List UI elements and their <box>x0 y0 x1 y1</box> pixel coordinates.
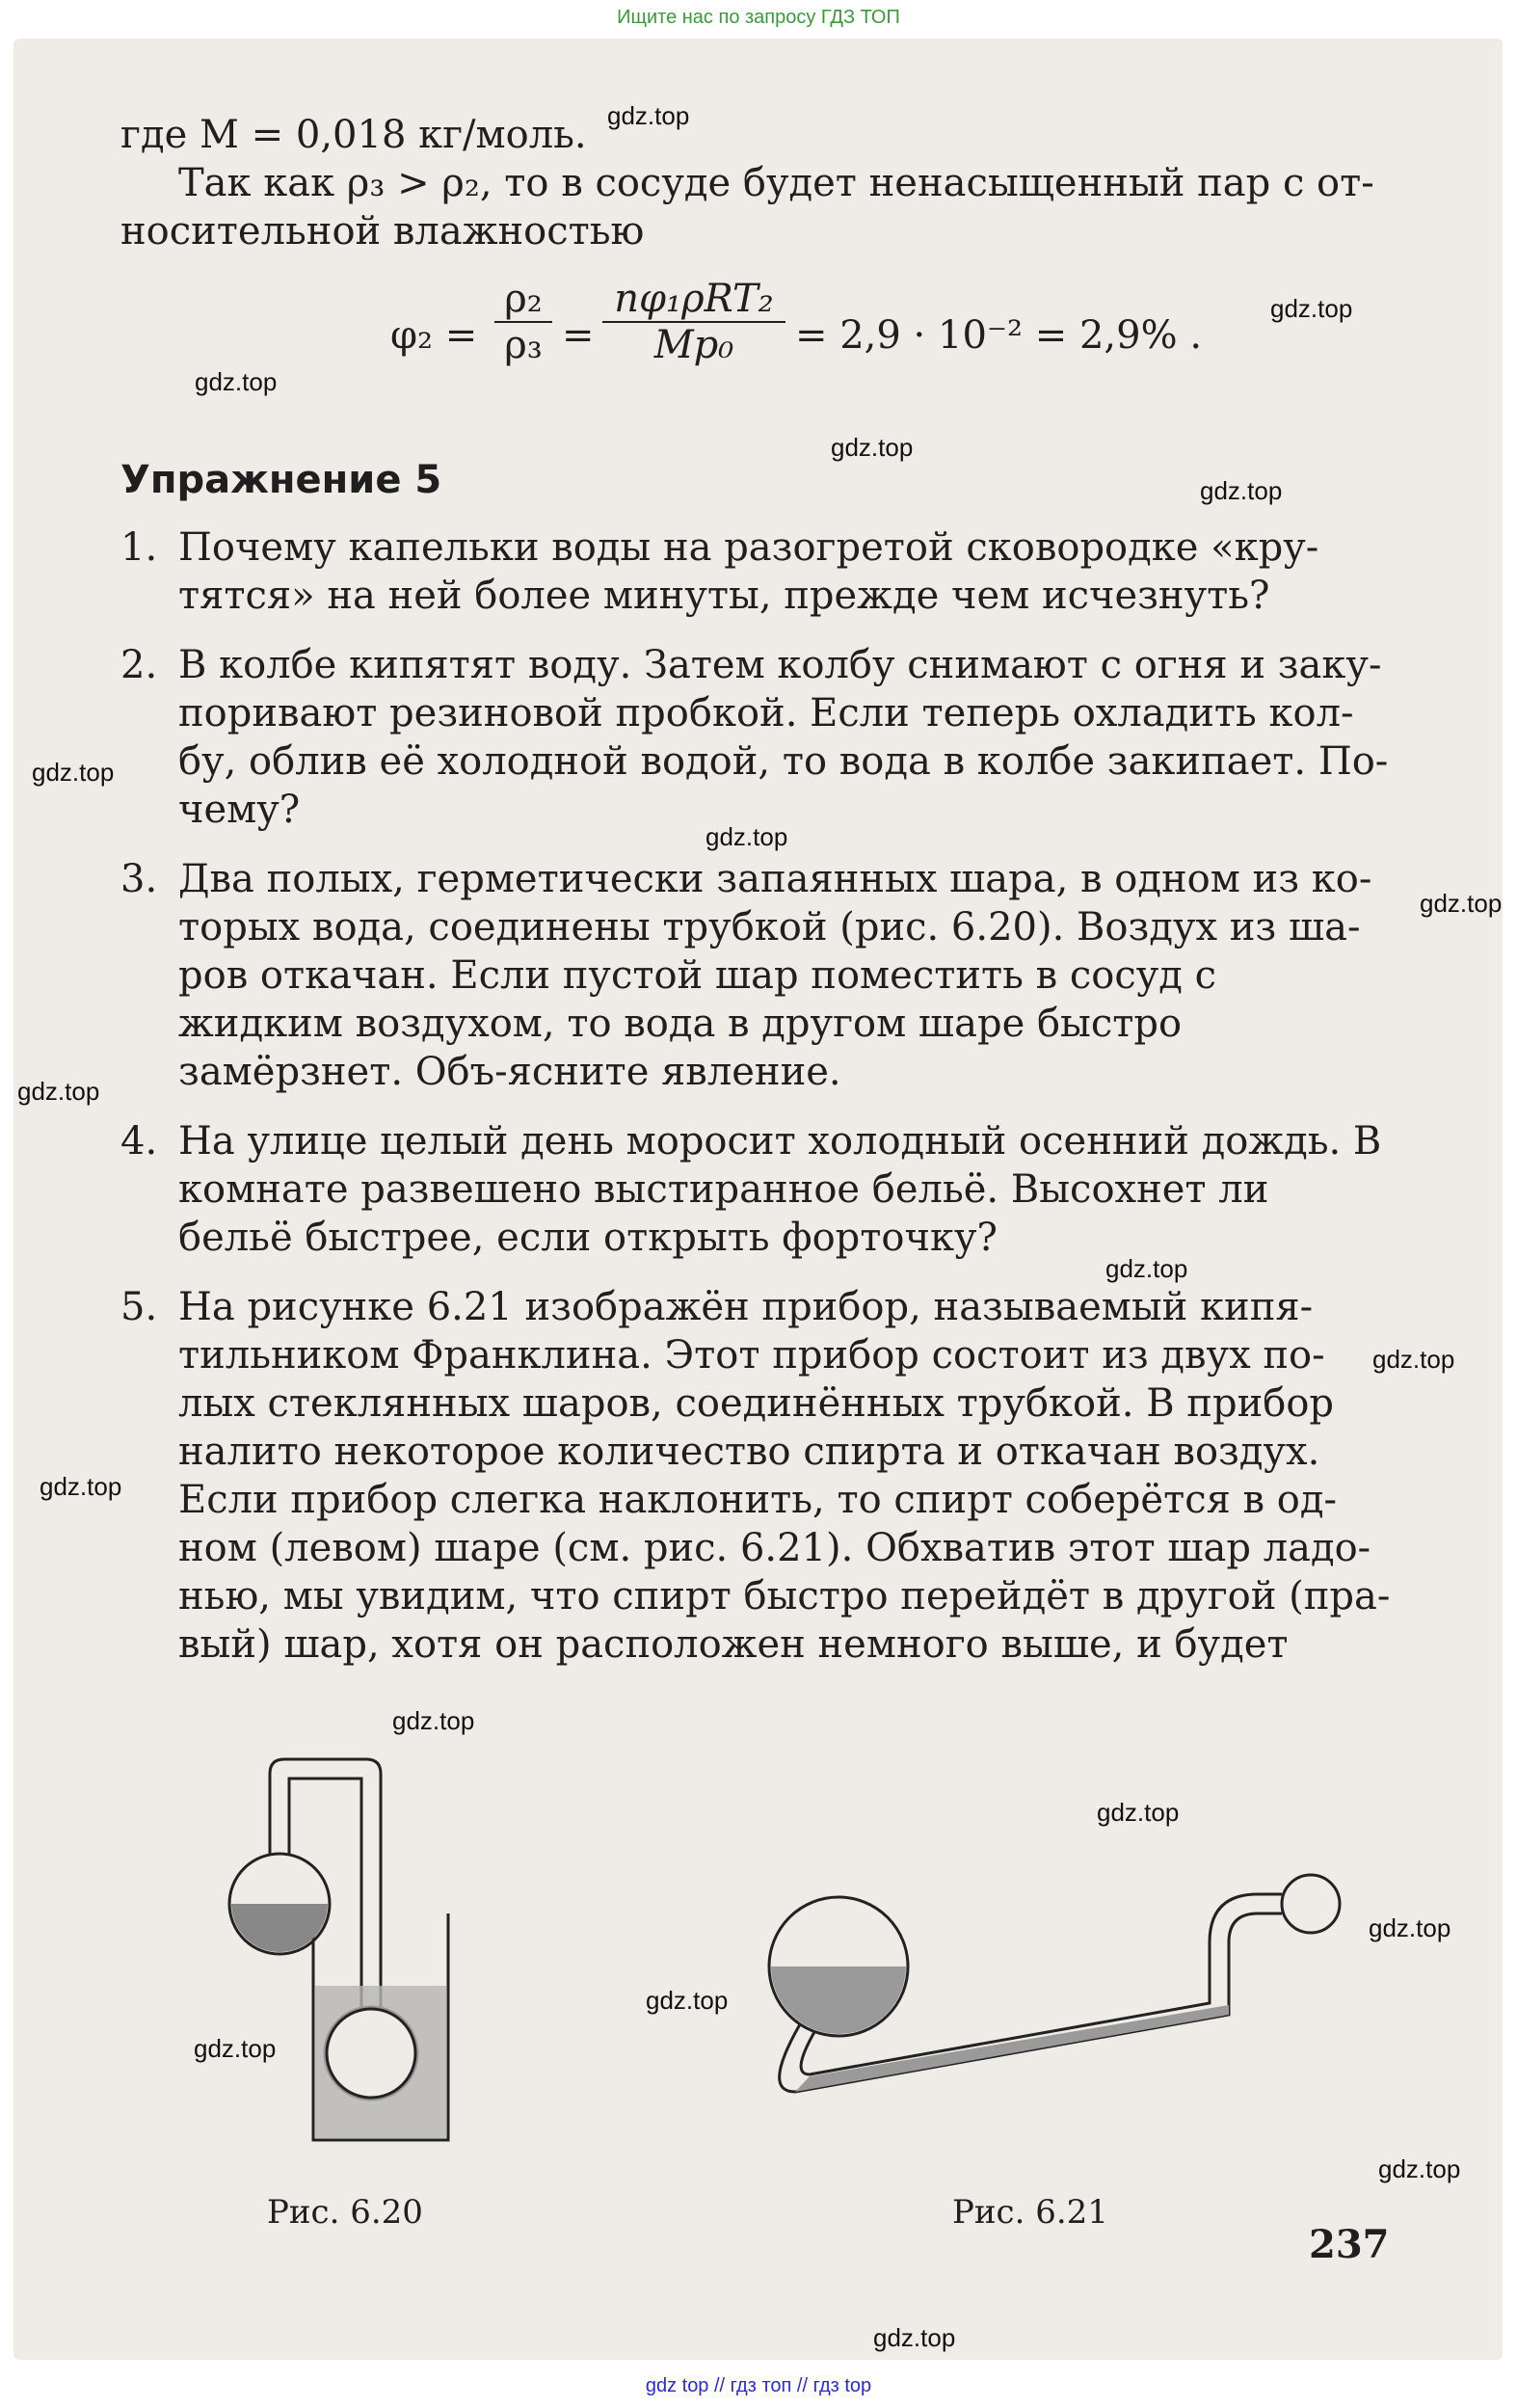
exercise-text: Два полых, герметически запаянных шара, в одном из ко-торых вода, соединены трубкой (рис. 6.20). Воздух из ша-ров откачан. Если пустой шар поместить в сосуд с жидким воздухом, то вода в другом шаре быстро замёрзнет. Объ-ясните явление. <box>178 857 1372 1094</box>
fraction-1 <box>494 277 552 367</box>
watermark: gdz.top <box>1270 294 1353 323</box>
exercise-number: 3. <box>120 857 158 901</box>
watermark: gdz.top <box>40 1472 122 1501</box>
watermark: gdz.top <box>1378 2154 1461 2183</box>
intro-line-1: где M = 0,018 кг/моль. <box>120 113 587 157</box>
exercise-number: 1. <box>120 525 158 570</box>
watermark: gdz.top <box>705 822 788 851</box>
watermark: gdz.top <box>646 1986 729 2015</box>
watermark: gdz.top <box>32 758 115 787</box>
fraction-2-numerator: nφ₁ρRT₂ <box>614 277 774 321</box>
watermark: gdz.top <box>873 2323 956 2352</box>
exercise-text: Почему капельки воды на разогретой сковородке «кру-тятся» на ней более минуты, прежде чем исчезнуть? <box>178 525 1319 618</box>
watermark: gdz.top <box>1420 889 1503 918</box>
humidity-formula <box>390 277 1393 390</box>
watermark: gdz.top <box>831 433 914 462</box>
caption-fig-6-21: Рис. 6.21 <box>952 2193 1108 2232</box>
fraction-1-numerator: ρ₂ <box>504 277 543 321</box>
alcohol-left-bulb <box>771 1967 906 2034</box>
exercise-number: 5. <box>120 1285 158 1329</box>
figure-6-21 <box>742 1860 1359 2179</box>
watermark: gdz.top <box>607 101 690 130</box>
exercise-item-1 <box>120 523 1393 620</box>
figure-6-20 <box>222 1754 569 2169</box>
formula-equals: = <box>562 313 595 358</box>
formula-lhs: φ₂ = <box>390 313 478 358</box>
intro-line-2: Так как ρ₃ > ρ₂, то в сосуде будет ненасыщенный пар с от- <box>178 161 1374 205</box>
exercise-item-5 <box>120 1283 1393 1669</box>
exercise-item-4 <box>120 1117 1393 1262</box>
page-content <box>120 111 1393 1669</box>
exercise-text: На рисунке 6.21 изображён прибор, называемый кипя-тильником Франклина. Этот прибор состоит из двух по-лых стеклянных шаров, соединённых трубкой. В прибор налито некоторое количество спирта и откачан воздух. Если прибор слегка наклонить, то спирт соберётся в од-ном (левом) шаре (см. рис. 6.21). Обхватив этот шар ладо-нью, мы увидим, что спирт быстро перейдёт в другой (пра-вый) шар, хотя он расположен немного выше, и будет <box>178 1285 1391 1667</box>
watermark: gdz.top <box>17 1077 100 1106</box>
exercise-item-2 <box>120 641 1393 834</box>
watermark: gdz.top <box>392 1706 475 1735</box>
watermark: gdz.top <box>1369 1913 1451 1942</box>
fraction-1-denominator: ρ₃ <box>494 321 552 367</box>
intro-line-3: носительной влажностью <box>120 209 645 254</box>
watermark: gdz.top <box>1200 476 1283 505</box>
top-banner[interactable]: Ищите нас по запросу ГДЗ ТОП <box>617 7 900 28</box>
watermark: gdz.top <box>1105 1254 1188 1283</box>
bottom-banner[interactable]: gdz top // гдз топ // гдз top <box>645 2375 872 2396</box>
exercise-item-3 <box>120 855 1393 1096</box>
exercise-text: На улице целый день моросит холодный осенний дождь. В комнате развешено выстиранное бельё. Высохнет ли бельё быстрее, если открыть форточку? <box>178 1119 1382 1260</box>
watermark: gdz.top <box>195 367 278 396</box>
fraction-2 <box>602 277 785 367</box>
formula-result: = 2,9 · 10⁻² = 2,9% . <box>795 313 1203 358</box>
exercise-number: 2. <box>120 643 158 687</box>
fraction-2-denominator: Mp₀ <box>602 321 785 367</box>
watermark: gdz.top <box>1097 1798 1180 1827</box>
watermark: gdz.top <box>194 2034 277 2063</box>
caption-fig-6-20: Рис. 6.20 <box>267 2193 423 2232</box>
exercise-number: 4. <box>120 1119 158 1164</box>
watermark: gdz.top <box>1372 1345 1455 1374</box>
exercise-text: В колбе кипятят воду. Затем колбу снимают с огня и заку-поривают резиновой пробкой. Если теперь охладить кол-бу, облив её холодной водой, то вода в колбе закипает. По-чему? <box>178 643 1389 832</box>
exercise-heading: Упражнение 5 <box>120 458 442 502</box>
page-number: 237 <box>1309 2222 1390 2267</box>
